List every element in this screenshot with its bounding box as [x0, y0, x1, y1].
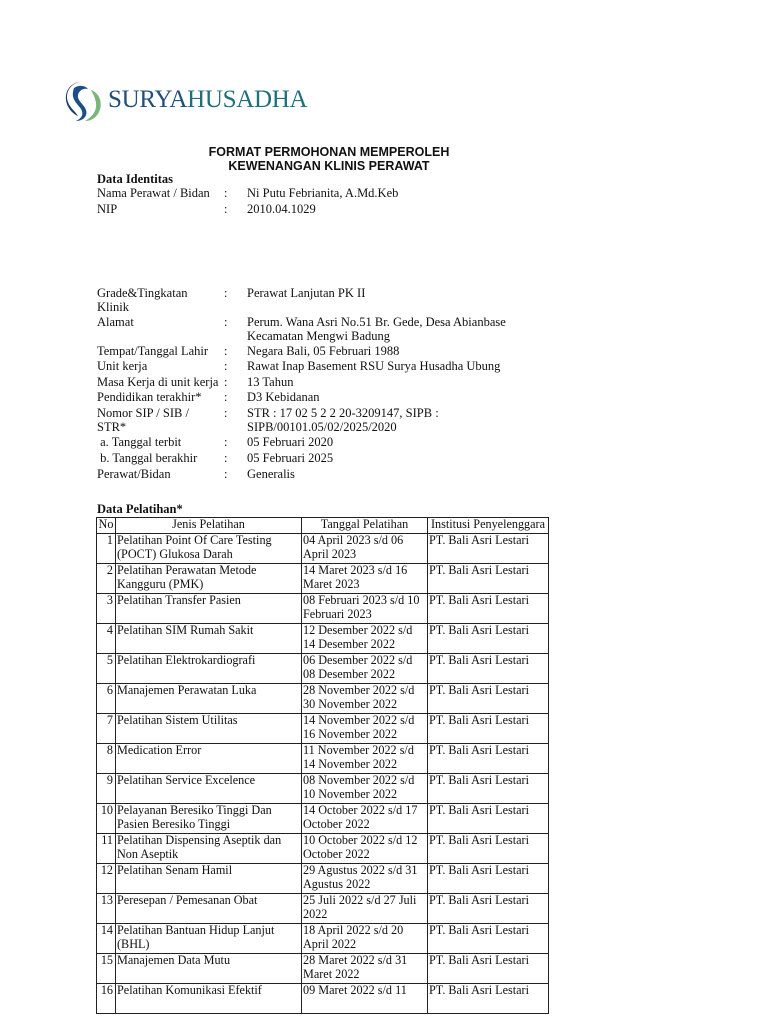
row-jenis: Peresepan / Pemesanan Obat [116, 894, 302, 924]
row-no: 9 [97, 774, 116, 804]
document-title-line2: KEWENANGAN KLINIS PERAWAT [228, 159, 430, 173]
row-no: 13 [97, 894, 116, 924]
row-jenis: Pelatihan Point Of Care Testing (POCT) Glukosa Darah [116, 534, 302, 564]
row-tanggal: 28 Maret 2022 s/d 31 Maret 2022 [302, 954, 428, 984]
row-tanggal: 14 November 2022 s/d 16 November 2022 [302, 714, 428, 744]
row-jenis: Medication Error [116, 744, 302, 774]
row-jenis: Pelatihan Sistem Utilitas [116, 714, 302, 744]
label-masa-kerja: Masa Kerja di unit kerja [97, 375, 219, 389]
value-sip: STR : 17 02 5 2 2 20-3209147, SIPB : SIPB/00101.05/02/2025/2020 [247, 406, 439, 434]
table-header-row [97, 518, 549, 534]
row-institusi: PT. Bali Asri Lestari [428, 684, 549, 714]
row-jenis: Pelatihan Perawatan Metode Kangguru (PMK) [116, 564, 302, 594]
row-jenis: Pelatihan Service Excelence [116, 774, 302, 804]
row-institusi: PT. Bali Asri Lestari [428, 624, 549, 654]
value-pendidikan: D3 Kebidanan [247, 390, 320, 404]
colon: : [224, 467, 228, 481]
colon: : [224, 390, 228, 404]
document-title-line1: FORMAT PERMOHONAN MEMPEROLEH [208, 145, 450, 159]
training-section-heading: Data Pelatihan* [97, 502, 183, 516]
row-tanggal: 11 November 2022 s/d 14 November 2022 [302, 744, 428, 774]
value-ttl: Negara Bali, 05 Februari 1988 [247, 344, 400, 358]
row-institusi: PT. Bali Asri Lestari [428, 774, 549, 804]
row-institusi: PT. Bali Asri Lestari [428, 744, 549, 774]
label-sip: Nomor SIP / SIB / STR* [97, 406, 189, 434]
row-institusi: PT. Bali Asri Lestari [428, 564, 549, 594]
table-row [97, 714, 549, 744]
table-row [97, 924, 549, 954]
label-nama: Nama Perawat / Bidan [97, 186, 210, 200]
row-jenis: Pelatihan Senam Hamil [116, 864, 302, 894]
row-institusi: PT. Bali Asri Lestari [428, 924, 549, 954]
row-institusi: PT. Bali Asri Lestari [428, 984, 549, 1014]
row-jenis: Manajemen Data Mutu [116, 954, 302, 984]
row-jenis: Pelatihan SIM Rumah Sakit [116, 624, 302, 654]
table-row [97, 594, 549, 624]
colon: : [224, 375, 228, 389]
row-no: 12 [97, 864, 116, 894]
row-tanggal: 08 November 2022 s/d 10 November 2022 [302, 774, 428, 804]
row-no: 10 [97, 804, 116, 834]
row-institusi: PT. Bali Asri Lestari [428, 534, 549, 564]
row-no: 3 [97, 594, 116, 624]
row-institusi: PT. Bali Asri Lestari [428, 654, 549, 684]
column-header-institusi: Institusi Penyelenggara [428, 518, 549, 534]
value-nip: 2010.04.1029 [247, 202, 316, 216]
label-tanggal-berakhir: b. Tanggal berakhir [97, 451, 198, 465]
row-no: 7 [97, 714, 116, 744]
table-row [97, 954, 549, 984]
training-table [96, 517, 549, 1014]
logo-swirl-icon [64, 80, 104, 122]
row-jenis: Manajemen Perawatan Luka [116, 684, 302, 714]
value-unit: Rawat Inap Basement RSU Surya Husadha Ubung [247, 359, 501, 373]
row-no: 15 [97, 954, 116, 984]
label-tanggal-terbit: a. Tanggal terbit [97, 435, 182, 449]
row-tanggal: 06 Desember 2022 s/d 08 Desember 2022 [302, 654, 428, 684]
row-institusi: PT. Bali Asri Lestari [428, 834, 549, 864]
label-nip: NIP [97, 202, 118, 216]
row-institusi: PT. Bali Asri Lestari [428, 804, 549, 834]
table-row [97, 534, 549, 564]
colon: : [224, 344, 228, 358]
value-tanggal-berakhir: 05 Februari 2025 [247, 451, 334, 465]
row-jenis: Pelatihan Bantuan Hidup Lanjut (BHL) [116, 924, 302, 954]
row-tanggal: 08 Februari 2023 s/d 10 Februari 2023 [302, 594, 428, 624]
colon: : [224, 202, 228, 216]
label-grade: Grade&Tingkatan Klinik [97, 286, 188, 314]
row-tanggal: 29 Agustus 2022 s/d 31 Agustus 2022 [302, 864, 428, 894]
row-no: 11 [97, 834, 116, 864]
row-no: 5 [97, 654, 116, 684]
table-row [97, 834, 549, 864]
colon: : [224, 435, 228, 449]
row-institusi: PT. Bali Asri Lestari [428, 894, 549, 924]
table-row [97, 894, 549, 924]
row-jenis: Pelatihan Transfer Pasien [116, 594, 302, 624]
row-tanggal: 09 Maret 2022 s/d 11 [302, 984, 428, 1014]
row-institusi: PT. Bali Asri Lestari [428, 594, 549, 624]
row-institusi: PT. Bali Asri Lestari [428, 714, 549, 744]
identity-section-heading: Data Identitas [97, 172, 174, 186]
label-ttl: Tempat/Tanggal Lahir [97, 344, 209, 358]
row-no: 16 [97, 984, 116, 1014]
column-header-no: No [97, 518, 116, 534]
value-masa-kerja: 13 Tahun [247, 375, 294, 389]
table-row [97, 624, 549, 654]
label-unit: Unit kerja [97, 359, 148, 373]
value-nama: Ni Putu Febrianita, A.Md.Keb [247, 186, 399, 200]
colon: : [224, 359, 228, 373]
row-tanggal: 12 Desember 2022 s/d 14 Desember 2022 [302, 624, 428, 654]
value-perawat-bidan: Generalis [247, 467, 295, 481]
row-jenis: Pelatihan Komunikasi Efektif [116, 984, 302, 1014]
label-perawat-bidan: Perawat/Bidan [97, 467, 171, 481]
row-tanggal: 18 April 2022 s/d 20 April 2022 [302, 924, 428, 954]
row-no: 4 [97, 624, 116, 654]
value-alamat: Perum. Wana Asri No.51 Br. Gede, Desa Abianbase Kecamatan Mengwi Badung [247, 315, 506, 343]
row-tanggal: 10 October 2022 s/d 12 October 2022 [302, 834, 428, 864]
value-grade: Perawat Lanjutan PK II [247, 286, 366, 300]
row-institusi: PT. Bali Asri Lestari [428, 954, 549, 984]
value-tanggal-terbit: 05 Februari 2020 [247, 435, 334, 449]
row-institusi: PT. Bali Asri Lestari [428, 864, 549, 894]
row-no: 6 [97, 684, 116, 714]
row-jenis: Pelatihan Dispensing Aseptik dan Non Aseptik [116, 834, 302, 864]
row-tanggal: 25 Juli 2022 s/d 27 Juli 2022 [302, 894, 428, 924]
row-tanggal: 14 Maret 2023 s/d 16 Maret 2023 [302, 564, 428, 594]
table-row [97, 564, 549, 594]
row-no: 8 [97, 744, 116, 774]
row-tanggal: 04 April 2023 s/d 06 April 2023 [302, 534, 428, 564]
row-jenis: Pelayanan Beresiko Tinggi Dan Pasien Beresiko Tinggi [116, 804, 302, 834]
column-header-tanggal: Tanggal Pelatihan [302, 518, 428, 534]
row-tanggal: 28 November 2022 s/d 30 November 2022 [302, 684, 428, 714]
colon: : [224, 315, 228, 329]
label-pendidikan: Pendidikan terakhir* [97, 390, 202, 404]
colon: : [224, 286, 228, 300]
table-row [97, 684, 549, 714]
colon: : [224, 186, 228, 200]
table-row [97, 744, 549, 774]
column-header-jenis: Jenis Pelatihan [116, 518, 302, 534]
colon: : [224, 406, 228, 420]
label-alamat: Alamat [97, 315, 134, 329]
row-tanggal: 14 October 2022 s/d 17 October 2022 [302, 804, 428, 834]
row-no: 1 [97, 534, 116, 564]
row-no: 2 [97, 564, 116, 594]
table-row [97, 774, 549, 804]
row-no: 14 [97, 924, 116, 954]
table-row [97, 864, 549, 894]
logo-wordmark: SURYAHUSADHA [108, 86, 308, 113]
row-jenis: Pelatihan Elektrokardiografi [116, 654, 302, 684]
table-row [97, 654, 549, 684]
table-row [97, 804, 549, 834]
table-row [97, 984, 549, 1014]
colon: : [224, 451, 228, 465]
